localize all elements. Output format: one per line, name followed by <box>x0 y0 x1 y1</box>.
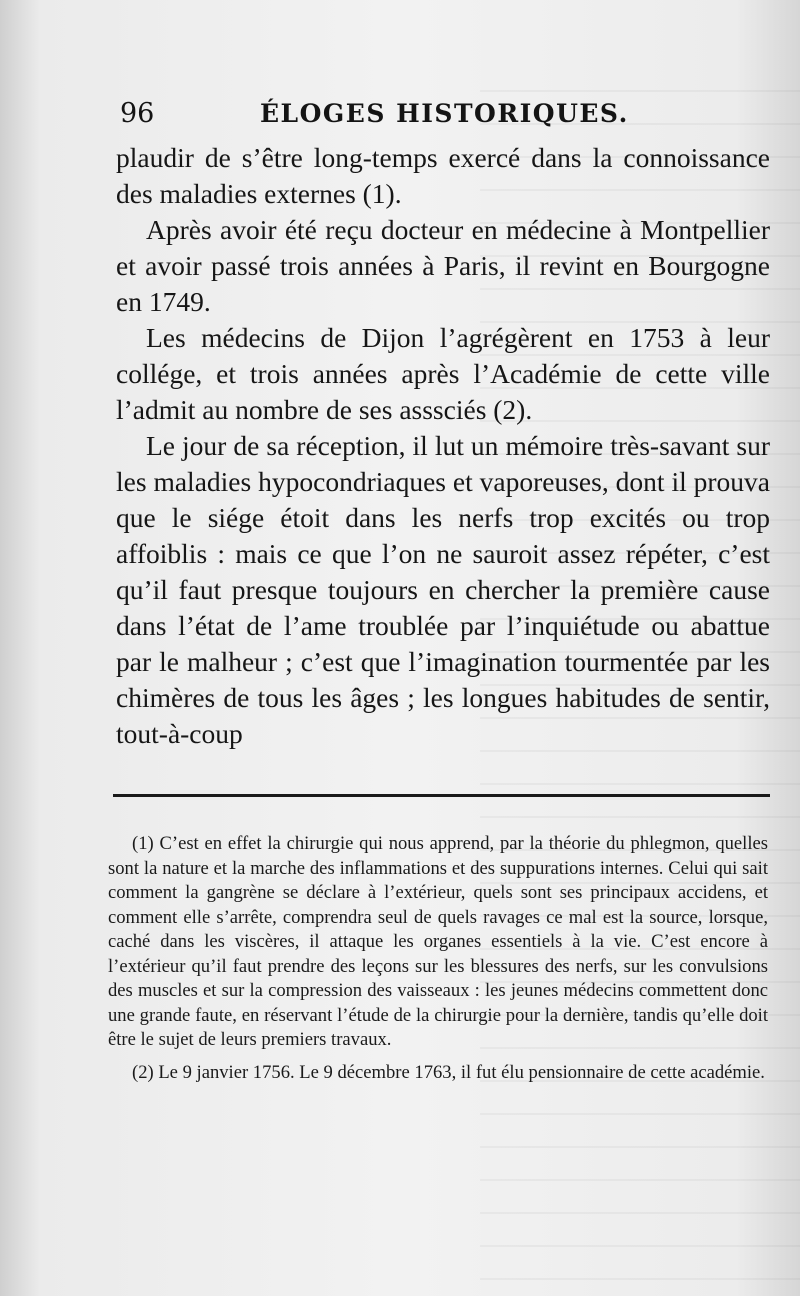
footnotes <box>108 832 768 1085</box>
footnote-divider <box>113 794 770 797</box>
paragraph: Les médecins de Dijon l’agrégèrent en 1753 à leur collége, et trois années après l’Académie de cette ville l’admit au nombre de ses asssciés (2). <box>116 322 770 425</box>
page-number: 96 <box>120 98 155 129</box>
paragraph: Après avoir été reçu docteur en médecine à Montpellier et avoir passé trois années à Paris, il revint en Bourgogne en 1749. <box>116 214 770 317</box>
footnote-1: (1) C’est en effet la chirurgie qui nous apprend, par la théorie du phlegmon, quelles sont la nature et la marche des inflammations et des suppurations internes. Celui qui sait comment la gangrène se déclare à l’extérieur, quels sont ses principaux accidens, et comment elle s’arrête, comprendra seul de quels ravages ce mal est la source, lorsque, caché dans les viscères, il attaque les organes essentiels à la vie. C’est encore à l’extérieur qu’il faut prendre des leçons sur les blessures des nerfs, sur les convulsions des muscles et sur la compression des vaisseaux : les jeunes médecins commettent donc une grande faute, en réservant l’étude de la chirurgie pour la dernière, tandis qu’elle doit être le sujet de leurs premiers travaux. <box>108 833 768 1050</box>
footnote-2: (2) Le 9 janvier 1756. Le 9 décembre 1763, il fut élu pensionnaire de cette académie. <box>132 1061 765 1083</box>
paragraph-continuation: plaudir de s’être long-temps exercé dans la connoissance des maladies externes (1). <box>116 142 770 209</box>
main-text <box>116 140 770 780</box>
running-title: ÉLOGES HISTORIQUES. <box>260 99 629 128</box>
page-header <box>120 96 780 138</box>
paragraph: Le jour de sa réception, il lut un mémoire très-savant sur les maladies hypocondriaques et vaporeuses, dont il prouva que le siége étoit dans les nerfs trop excités ou trop affoiblis : mais ce que l’on ne sauroit assez répéter, c’est qu’il faut presque toujours en chercher la première cause dans l’état de l’ame troublée par l’inquiétude ou abattue par le malheur ; c’est que l’imagination tourmentée par les chimères de tous les âges ; les longues habitudes de sentir, tout-à-coup <box>116 430 770 749</box>
